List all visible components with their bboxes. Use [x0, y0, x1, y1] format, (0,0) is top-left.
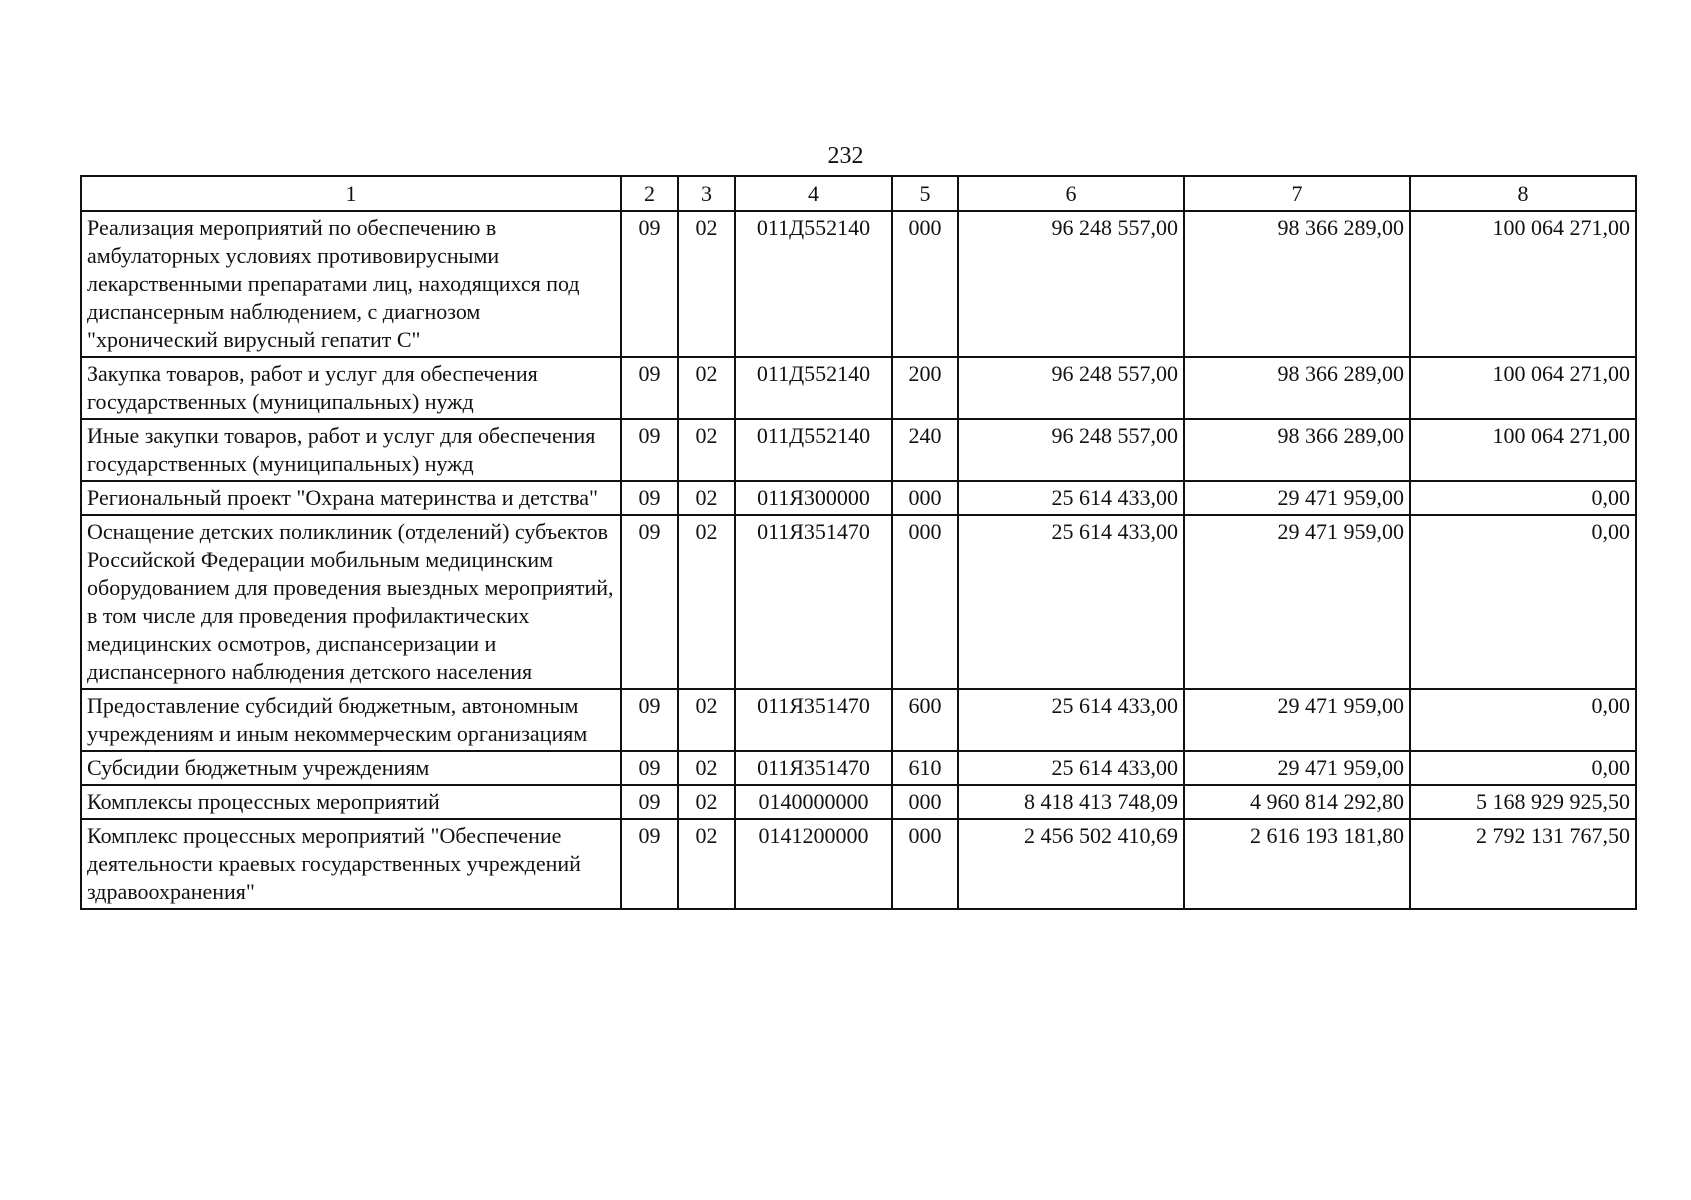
row-amount-col7: 29 471 959,00	[1184, 689, 1410, 751]
table-row	[81, 419, 1636, 481]
row-target-code: 011Я351470	[735, 751, 892, 785]
header-cell: 4	[735, 176, 892, 211]
row-name: Предоставление субсидий бюджетным, автономным учреждениям и иным некоммерческим организациям	[81, 689, 621, 751]
row-expense-type: 000	[892, 211, 958, 357]
row-expense-type: 600	[892, 689, 958, 751]
row-amount-col7: 98 366 289,00	[1184, 357, 1410, 419]
row-amount-col8: 100 064 271,00	[1410, 357, 1636, 419]
row-amount-col6: 25 614 433,00	[958, 481, 1184, 515]
row-section: 09	[621, 785, 678, 819]
row-expense-type: 240	[892, 419, 958, 481]
row-target-code: 011Я351470	[735, 515, 892, 689]
row-amount-col6: 25 614 433,00	[958, 689, 1184, 751]
row-section: 09	[621, 751, 678, 785]
row-name: Комплекс процессных мероприятий "Обеспечение деятельности краевых государственных учреждений здравоохранения"	[81, 819, 621, 909]
table-row	[81, 689, 1636, 751]
row-subsection: 02	[678, 419, 735, 481]
header-cell: 5	[892, 176, 958, 211]
row-name: Иные закупки товаров, работ и услуг для обеспечения государственных (муниципальных) нужд	[81, 419, 621, 481]
row-amount-col7: 29 471 959,00	[1184, 481, 1410, 515]
table-row	[81, 357, 1636, 419]
row-expense-type: 000	[892, 819, 958, 909]
table-row	[81, 819, 1636, 909]
row-amount-col8: 0,00	[1410, 481, 1636, 515]
row-name: Комплексы процессных мероприятий	[81, 785, 621, 819]
row-name: Региональный проект "Охрана материнства и детства"	[81, 481, 621, 515]
row-section: 09	[621, 819, 678, 909]
row-target-code: 011Я351470	[735, 689, 892, 751]
row-amount-col8: 100 064 271,00	[1410, 211, 1636, 357]
header-cell: 3	[678, 176, 735, 211]
row-amount-col7: 29 471 959,00	[1184, 751, 1410, 785]
row-name: Оснащение детских поликлиник (отделений) субъектов Российской Федерации мобильным медицинским оборудованием для проведения выездных мероприятий, в том числе для проведения профилактических медицинских осмотров, диспансеризации и диспансерного наблюдения детского населения	[81, 515, 621, 689]
row-amount-col6: 25 614 433,00	[958, 751, 1184, 785]
row-expense-type: 610	[892, 751, 958, 785]
row-section: 09	[621, 515, 678, 689]
header-cell: 8	[1410, 176, 1636, 211]
row-amount-col8: 5 168 929 925,50	[1410, 785, 1636, 819]
row-amount-col6: 25 614 433,00	[958, 515, 1184, 689]
row-amount-col8: 0,00	[1410, 689, 1636, 751]
row-subsection: 02	[678, 819, 735, 909]
row-subsection: 02	[678, 515, 735, 689]
table-row	[81, 751, 1636, 785]
row-amount-col6: 96 248 557,00	[958, 211, 1184, 357]
header-cell: 2	[621, 176, 678, 211]
page-number: 232	[827, 143, 864, 169]
row-expense-type: 200	[892, 357, 958, 419]
row-subsection: 02	[678, 785, 735, 819]
row-amount-col8: 0,00	[1410, 515, 1636, 689]
table-row	[81, 211, 1636, 357]
budget-table	[80, 175, 1637, 910]
row-amount-col6: 2 456 502 410,69	[958, 819, 1184, 909]
table-row	[81, 515, 1636, 689]
row-name: Реализация мероприятий по обеспечению в амбулаторных условиях противовирусными лекарственными препаратами лиц, находящихся под диспансерным наблюдением, с диагнозом "хронический вирусный гепатит С"	[81, 211, 621, 357]
row-section: 09	[621, 357, 678, 419]
row-amount-col8: 2 792 131 767,50	[1410, 819, 1636, 909]
row-amount-col6: 96 248 557,00	[958, 357, 1184, 419]
row-amount-col7: 98 366 289,00	[1184, 419, 1410, 481]
row-subsection: 02	[678, 211, 735, 357]
row-target-code: 0140000000	[735, 785, 892, 819]
row-subsection: 02	[678, 357, 735, 419]
row-name: Субсидии бюджетным учреждениям	[81, 751, 621, 785]
row-amount-col7: 2 616 193 181,80	[1184, 819, 1410, 909]
table-row	[81, 481, 1636, 515]
row-target-code: 011Я300000	[735, 481, 892, 515]
row-amount-col8: 0,00	[1410, 751, 1636, 785]
row-target-code: 0141200000	[735, 819, 892, 909]
row-name: Закупка товаров, работ и услуг для обеспечения государственных (муниципальных) нужд	[81, 357, 621, 419]
row-section: 09	[621, 419, 678, 481]
row-target-code: 011Д552140	[735, 357, 892, 419]
row-expense-type: 000	[892, 515, 958, 689]
header-cell: 7	[1184, 176, 1410, 211]
row-amount-col7: 4 960 814 292,80	[1184, 785, 1410, 819]
row-expense-type: 000	[892, 481, 958, 515]
row-subsection: 02	[678, 689, 735, 751]
row-amount-col6: 96 248 557,00	[958, 419, 1184, 481]
row-section: 09	[621, 689, 678, 751]
header-row	[81, 176, 1636, 211]
row-amount-col6: 8 418 413 748,09	[958, 785, 1184, 819]
row-section: 09	[621, 481, 678, 515]
row-subsection: 02	[678, 481, 735, 515]
row-subsection: 02	[678, 751, 735, 785]
table-row	[81, 785, 1636, 819]
row-amount-col8: 100 064 271,00	[1410, 419, 1636, 481]
row-target-code: 011Д552140	[735, 211, 892, 357]
row-expense-type: 000	[892, 785, 958, 819]
row-amount-col7: 98 366 289,00	[1184, 211, 1410, 357]
row-section: 09	[621, 211, 678, 357]
row-target-code: 011Д552140	[735, 419, 892, 481]
header-cell: 6	[958, 176, 1184, 211]
header-cell: 1	[81, 176, 621, 211]
row-amount-col7: 29 471 959,00	[1184, 515, 1410, 689]
